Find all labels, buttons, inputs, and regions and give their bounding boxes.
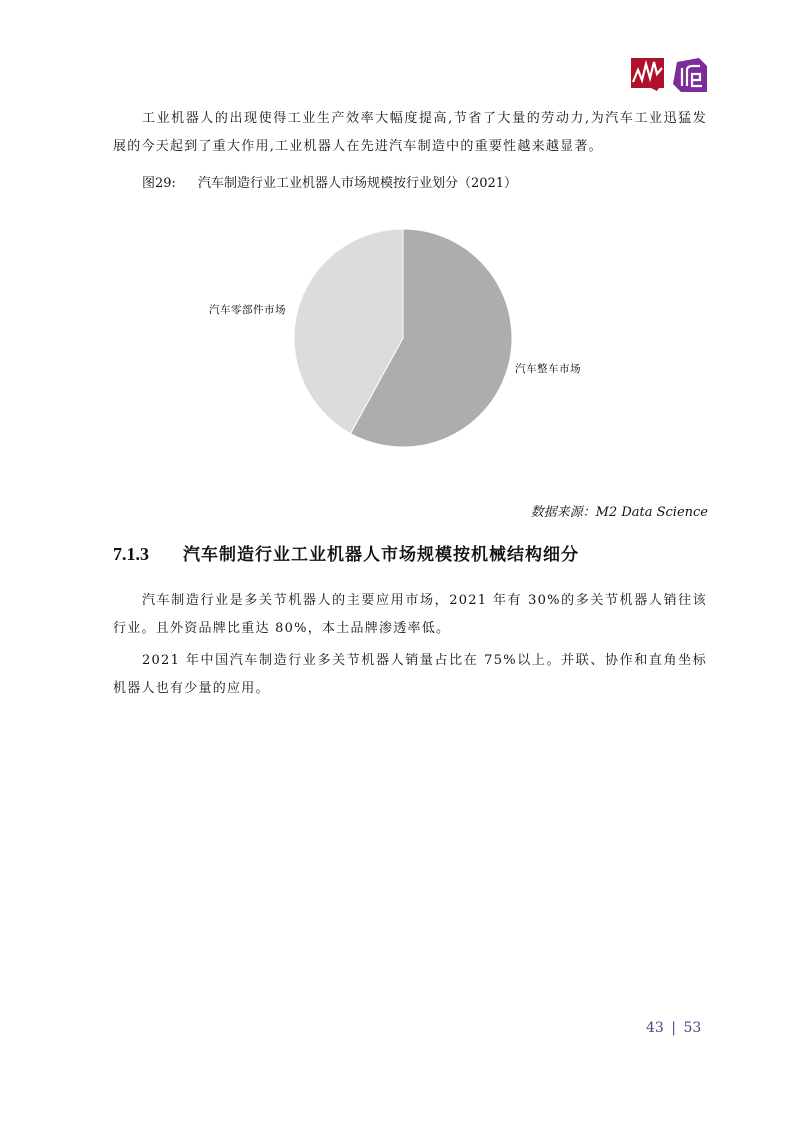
section-number: 7.1.3 xyxy=(113,544,149,564)
logo-red-icon xyxy=(631,58,664,91)
pie-label-parts: 汽车零部件市场 xyxy=(209,304,286,316)
figure-caption xyxy=(142,172,539,191)
figure-number: 图29: xyxy=(142,176,176,191)
logo-purple-icon xyxy=(673,58,709,94)
pie-label-vehicle: 汽车整车市场 xyxy=(515,363,581,375)
intro-paragraph: 工业机器人的出现使得工业生产效率大幅度提高,节省了大量的劳动力,为汽车工业迅猛发展的今天起到了重大作用,工业机器人在先进汽车制造中的重要性越来越显著。 xyxy=(113,111,707,154)
data-source: 数据来源：M2 Data Science xyxy=(530,505,708,520)
figure-title: 汽车制造行业工业机器人市场规模按行业划分（2021） xyxy=(197,176,518,191)
body-paragraph-1: 汽车制造行业是多关节机器人的主要应用市场，2021 年有 30%的多关节机器人销往该行业。且外资品牌比重达 80%，本土品牌渗透率低。 xyxy=(113,593,707,636)
body-paragraph-2: 2021 年中国汽车制造行业多关节机器人销量占比在 75%以上。并联、协作和直角坐标机器人也有少量的应用。 xyxy=(113,653,707,696)
page-number xyxy=(646,1020,701,1036)
page-separator: | xyxy=(671,1020,676,1036)
pie-chart xyxy=(0,200,793,480)
section-heading xyxy=(113,540,579,565)
section-title: 汽车制造行业工业机器人市场规模按机械结构细分 xyxy=(183,545,579,565)
page-total: 53 xyxy=(683,1020,702,1036)
page-current: 43 xyxy=(646,1020,664,1036)
